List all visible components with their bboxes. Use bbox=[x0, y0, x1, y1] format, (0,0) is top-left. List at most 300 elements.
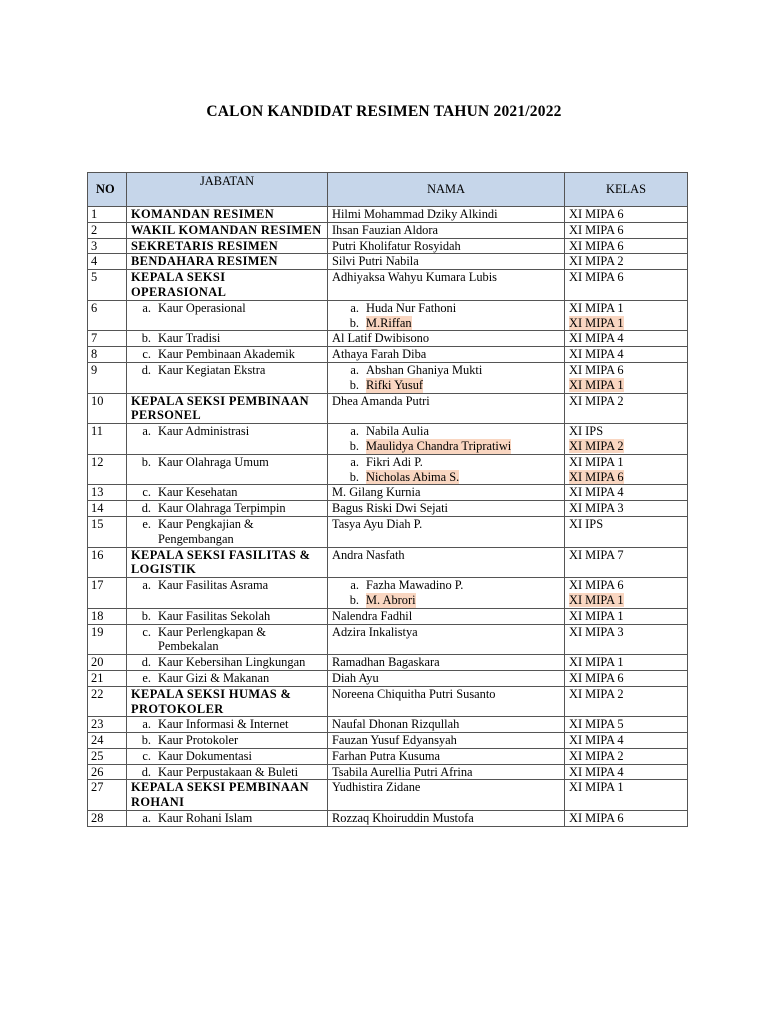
row-kelas bbox=[565, 655, 688, 671]
kelas-text: XI MIPA 3 bbox=[569, 624, 624, 639]
row-jabatan bbox=[127, 207, 328, 223]
kelas-text: XI MIPA 4 bbox=[569, 331, 624, 346]
table-row bbox=[88, 764, 688, 780]
kelas-text: XI MIPA 1 bbox=[569, 300, 624, 315]
jabatan-text: Kaur Olahraga Terpimpin bbox=[158, 501, 286, 516]
row-jabatan bbox=[127, 485, 328, 501]
jabatan-text: Kaur Perpustakaan & Buleti bbox=[158, 764, 299, 779]
table-row bbox=[88, 811, 688, 827]
jabatan-subitem bbox=[131, 717, 323, 732]
list-marker: b. bbox=[141, 331, 151, 346]
row-number: 6 bbox=[88, 300, 127, 331]
row-kelas bbox=[565, 624, 688, 655]
list-marker: c. bbox=[142, 748, 151, 763]
list-marker: b. bbox=[349, 592, 359, 607]
row-jabatan bbox=[127, 686, 328, 717]
name-entry bbox=[332, 378, 560, 393]
row-nama bbox=[328, 454, 565, 485]
kelas-text: XI MIPA 1 bbox=[569, 377, 624, 392]
name-entry bbox=[332, 347, 560, 362]
jabatan-subitem bbox=[131, 625, 323, 655]
row-kelas bbox=[565, 608, 688, 624]
row-kelas bbox=[565, 501, 688, 517]
row-kelas bbox=[565, 748, 688, 764]
row-kelas bbox=[565, 362, 688, 393]
list-marker: d. bbox=[141, 764, 151, 779]
name-text: Diah Ayu bbox=[332, 670, 379, 685]
jabatan-text: Kaur Tradisi bbox=[158, 331, 221, 346]
row-nama bbox=[328, 516, 565, 547]
row-nama bbox=[328, 764, 565, 780]
name-entry bbox=[332, 301, 560, 316]
table-row bbox=[88, 300, 688, 331]
name-entry bbox=[332, 223, 560, 238]
table-row bbox=[88, 331, 688, 347]
jabatan-text: Kaur Pembinaan Akademik bbox=[158, 347, 295, 362]
kelas-text: XI MIPA 1 bbox=[569, 454, 624, 469]
name-entry bbox=[332, 609, 560, 624]
table-row bbox=[88, 686, 688, 717]
list-marker: a. bbox=[350, 300, 359, 315]
name-entry bbox=[332, 501, 560, 516]
kelas-text: XI MIPA 2 bbox=[569, 254, 624, 269]
row-nama bbox=[328, 270, 565, 301]
name-text: Fikri Adi P. bbox=[366, 454, 423, 469]
row-jabatan bbox=[127, 578, 328, 609]
row-jabatan bbox=[127, 670, 328, 686]
name-entry bbox=[332, 455, 560, 470]
list-marker: a. bbox=[142, 811, 151, 826]
row-jabatan bbox=[127, 222, 328, 238]
row-nama bbox=[328, 347, 565, 363]
table-row bbox=[88, 270, 688, 301]
jabatan-text: Kaur Olahraga Umum bbox=[158, 454, 269, 469]
row-jabatan bbox=[127, 347, 328, 363]
list-marker: a. bbox=[142, 300, 151, 315]
name-text: Ramadhan Bagaskara bbox=[332, 655, 440, 670]
row-jabatan bbox=[127, 362, 328, 393]
name-entry bbox=[332, 439, 560, 454]
name-entry bbox=[332, 671, 560, 686]
row-nama bbox=[328, 780, 565, 811]
table-row bbox=[88, 393, 688, 424]
name-entry bbox=[332, 517, 560, 532]
name-text: Abshan Ghaniya Mukti bbox=[366, 362, 483, 377]
name-entry bbox=[332, 733, 560, 748]
row-jabatan bbox=[127, 764, 328, 780]
table-row bbox=[88, 547, 688, 578]
name-text: Maulidya Chandra Tripratiwi bbox=[366, 438, 512, 453]
list-marker: d. bbox=[141, 655, 151, 670]
table-row bbox=[88, 454, 688, 485]
kelas-text: XI MIPA 3 bbox=[569, 501, 624, 516]
row-kelas bbox=[565, 222, 688, 238]
row-number: 1 bbox=[88, 207, 127, 223]
kelas-text: XI MIPA 6 bbox=[569, 578, 624, 593]
name-entry bbox=[332, 424, 560, 439]
kelas-text: XI MIPA 6 bbox=[569, 270, 624, 285]
table-row bbox=[88, 424, 688, 455]
jabatan-text: Kaur Informasi & Internet bbox=[158, 717, 289, 732]
row-kelas bbox=[565, 454, 688, 485]
row-number: 16 bbox=[88, 547, 127, 578]
row-number: 10 bbox=[88, 393, 127, 424]
list-marker: a. bbox=[142, 717, 151, 732]
row-nama bbox=[328, 655, 565, 671]
kelas-text: XI MIPA 6 bbox=[569, 238, 624, 253]
row-number: 23 bbox=[88, 717, 127, 733]
row-kelas bbox=[565, 254, 688, 270]
name-text: Dhea Amanda Putri bbox=[332, 393, 430, 408]
jabatan-subitem bbox=[131, 501, 323, 516]
row-nama bbox=[328, 424, 565, 455]
row-kelas bbox=[565, 424, 688, 455]
kelas-text: XI MIPA 2 bbox=[569, 686, 624, 701]
table-row bbox=[88, 733, 688, 749]
name-text: Bagus Riski Dwi Sejati bbox=[332, 501, 448, 516]
name-text: Yudhistira Zidane bbox=[332, 780, 421, 795]
row-nama bbox=[328, 624, 565, 655]
row-kelas bbox=[565, 811, 688, 827]
header-jabatan: JABATAN bbox=[127, 173, 328, 207]
row-kelas bbox=[565, 670, 688, 686]
row-number: 18 bbox=[88, 608, 127, 624]
list-marker: c. bbox=[142, 485, 151, 500]
name-text: Silvi Putri Nabila bbox=[332, 254, 419, 269]
name-entry bbox=[332, 780, 560, 795]
row-nama bbox=[328, 207, 565, 223]
jabatan-text: WAKIL KOMANDAN RESIMEN bbox=[131, 222, 322, 237]
header-no: NO bbox=[88, 173, 127, 207]
name-text: Nabila Aulia bbox=[366, 424, 429, 439]
row-jabatan bbox=[127, 393, 328, 424]
row-number: 20 bbox=[88, 655, 127, 671]
name-text: Noreena Chiquitha Putri Susanto bbox=[332, 686, 496, 701]
row-jabatan bbox=[127, 811, 328, 827]
name-entry bbox=[332, 625, 560, 640]
name-text: Nicholas Abima S. bbox=[366, 469, 460, 484]
name-entry bbox=[332, 717, 560, 732]
jabatan-subitem bbox=[131, 455, 323, 470]
jabatan-subitem bbox=[131, 671, 323, 686]
jabatan-subitem bbox=[131, 655, 323, 670]
jabatan-subitem bbox=[131, 765, 323, 780]
name-text: Hilmi Mohammad Dziky Alkindi bbox=[332, 207, 498, 221]
name-entry bbox=[332, 593, 560, 608]
row-kelas bbox=[565, 238, 688, 254]
jabatan-text: SEKRETARIS RESIMEN bbox=[131, 238, 279, 253]
row-jabatan bbox=[127, 501, 328, 517]
jabatan-subitem bbox=[131, 363, 323, 378]
table-row bbox=[88, 501, 688, 517]
jabatan-text: Kaur Kegiatan Ekstra bbox=[158, 362, 266, 377]
kelas-text: XI MIPA 1 bbox=[569, 592, 624, 607]
kelas-text: XI MIPA 1 bbox=[569, 315, 624, 330]
row-number: 11 bbox=[88, 424, 127, 455]
row-kelas bbox=[565, 485, 688, 501]
list-marker: a. bbox=[142, 424, 151, 439]
list-marker: b. bbox=[141, 608, 151, 623]
jabatan-text: Kaur Pengkajian & Pengembangan bbox=[158, 516, 254, 546]
name-text: Adhiyaksa Wahyu Kumara Lubis bbox=[332, 270, 497, 285]
name-text: Nalendra Fadhil bbox=[332, 608, 413, 623]
jabatan-text: Kaur Kebersihan Lingkungan bbox=[158, 655, 306, 670]
name-text: Huda Nur Fathoni bbox=[366, 300, 457, 315]
list-marker: b. bbox=[349, 315, 359, 330]
row-number: 22 bbox=[88, 686, 127, 717]
jabatan-text: KOMANDAN RESIMEN bbox=[131, 207, 275, 221]
list-marker: b. bbox=[349, 377, 359, 392]
list-marker: a. bbox=[350, 578, 359, 593]
row-kelas bbox=[565, 347, 688, 363]
list-marker: e. bbox=[142, 516, 151, 531]
row-nama bbox=[328, 238, 565, 254]
name-entry bbox=[332, 655, 560, 670]
name-text: Farhan Putra Kusuma bbox=[332, 748, 441, 763]
name-entry bbox=[332, 270, 560, 285]
row-number: 2 bbox=[88, 222, 127, 238]
name-text: Athaya Farah Diba bbox=[332, 347, 427, 362]
row-kelas bbox=[565, 717, 688, 733]
kelas-text: XI MIPA 2 bbox=[569, 393, 624, 408]
row-jabatan bbox=[127, 780, 328, 811]
table-row bbox=[88, 362, 688, 393]
row-kelas bbox=[565, 780, 688, 811]
row-kelas bbox=[565, 300, 688, 331]
name-entry bbox=[332, 254, 560, 269]
row-nama bbox=[328, 300, 565, 331]
row-number: 4 bbox=[88, 254, 127, 270]
jabatan-text: BENDAHARA RESIMEN bbox=[131, 254, 278, 269]
table-row bbox=[88, 207, 688, 223]
row-jabatan bbox=[127, 608, 328, 624]
row-number: 26 bbox=[88, 764, 127, 780]
row-jabatan bbox=[127, 270, 328, 301]
kelas-text: XI MIPA 7 bbox=[569, 547, 624, 562]
name-text: Rozzaq Khoiruddin Mustofa bbox=[332, 811, 474, 826]
name-entry bbox=[332, 548, 560, 563]
row-number: 21 bbox=[88, 670, 127, 686]
row-number: 3 bbox=[88, 238, 127, 254]
row-number: 28 bbox=[88, 811, 127, 827]
row-nama bbox=[328, 222, 565, 238]
name-text: Andra Nasfath bbox=[332, 547, 405, 562]
row-nama bbox=[328, 578, 565, 609]
row-nama bbox=[328, 608, 565, 624]
table-row bbox=[88, 254, 688, 270]
row-kelas bbox=[565, 733, 688, 749]
row-number: 27 bbox=[88, 780, 127, 811]
table-row bbox=[88, 748, 688, 764]
kelas-text: XI MIPA 1 bbox=[569, 608, 624, 623]
row-number: 7 bbox=[88, 331, 127, 347]
table-row bbox=[88, 608, 688, 624]
name-text: Naufal Dhonan Rizqullah bbox=[332, 717, 460, 732]
row-kelas bbox=[565, 686, 688, 717]
jabatan-subitem bbox=[131, 578, 323, 593]
list-marker: a. bbox=[350, 454, 359, 469]
list-marker: a. bbox=[350, 424, 359, 439]
list-marker: e. bbox=[142, 670, 151, 685]
row-jabatan bbox=[127, 748, 328, 764]
kelas-text: XI MIPA 1 bbox=[569, 780, 624, 795]
row-kelas bbox=[565, 578, 688, 609]
list-marker: c. bbox=[142, 624, 151, 639]
row-nama bbox=[328, 670, 565, 686]
row-kelas bbox=[565, 764, 688, 780]
name-entry bbox=[332, 239, 560, 254]
row-jabatan bbox=[127, 516, 328, 547]
row-jabatan bbox=[127, 424, 328, 455]
row-number: 14 bbox=[88, 501, 127, 517]
table-row bbox=[88, 485, 688, 501]
kelas-text: XI MIPA 6 bbox=[569, 222, 624, 237]
jabatan-subitem bbox=[131, 424, 323, 439]
row-nama bbox=[328, 485, 565, 501]
name-entry bbox=[332, 470, 560, 485]
name-entry bbox=[332, 749, 560, 764]
row-nama bbox=[328, 362, 565, 393]
name-text: Fazha Mawadino P. bbox=[366, 578, 464, 593]
name-entry bbox=[332, 485, 560, 500]
row-number: 19 bbox=[88, 624, 127, 655]
header-kelas: KELAS bbox=[565, 173, 688, 207]
kelas-text: XI MIPA 5 bbox=[569, 717, 624, 732]
row-number: 8 bbox=[88, 347, 127, 363]
row-number: 24 bbox=[88, 733, 127, 749]
row-nama bbox=[328, 717, 565, 733]
name-entry bbox=[332, 394, 560, 409]
name-text: Tsabila Aurellia Putri Afrina bbox=[332, 764, 473, 779]
row-jabatan bbox=[127, 655, 328, 671]
name-text: Tasya Ayu Diah P. bbox=[332, 516, 423, 531]
candidate-table bbox=[87, 172, 688, 827]
jabatan-text: KEPALA SEKSI OPERASIONAL bbox=[131, 270, 227, 299]
row-jabatan bbox=[127, 624, 328, 655]
name-entry bbox=[332, 207, 560, 222]
table-row bbox=[88, 780, 688, 811]
kelas-text: XI MIPA 4 bbox=[569, 764, 624, 779]
table-row bbox=[88, 516, 688, 547]
jabatan-text: Kaur Protokoler bbox=[158, 733, 239, 748]
row-number: 13 bbox=[88, 485, 127, 501]
row-jabatan bbox=[127, 717, 328, 733]
jabatan-text: Kaur Administrasi bbox=[158, 424, 250, 439]
jabatan-text: Kaur Fasilitas Sekolah bbox=[158, 608, 271, 623]
name-text: M. Gilang Kurnia bbox=[332, 485, 421, 500]
jabatan-text: KEPALA SEKSI HUMAS & PROTOKOLER bbox=[131, 686, 292, 716]
kelas-text: XI MIPA 4 bbox=[569, 347, 624, 362]
row-kelas bbox=[565, 270, 688, 301]
name-text: Fauzan Yusuf Edyansyah bbox=[332, 733, 457, 748]
row-number: 5 bbox=[88, 270, 127, 301]
kelas-text: XI MIPA 6 bbox=[569, 811, 624, 826]
row-nama bbox=[328, 393, 565, 424]
name-entry bbox=[332, 687, 560, 702]
jabatan-text: KEPALA SEKSI PEMBINAAN PERSONEL bbox=[131, 393, 309, 423]
list-marker: d. bbox=[141, 362, 151, 377]
jabatan-subitem bbox=[131, 517, 323, 547]
document-title: CALON KANDIDAT RESIMEN TAHUN 2021/2022 bbox=[206, 103, 562, 120]
kelas-text: XI MIPA 6 bbox=[569, 362, 624, 377]
table-row bbox=[88, 238, 688, 254]
table-header-row bbox=[88, 173, 688, 207]
row-number: 9 bbox=[88, 362, 127, 393]
name-entry bbox=[332, 578, 560, 593]
row-nama bbox=[328, 686, 565, 717]
name-entry bbox=[332, 363, 560, 378]
jabatan-subitem bbox=[131, 485, 323, 500]
row-jabatan bbox=[127, 454, 328, 485]
name-text: M. Abrori bbox=[366, 592, 416, 607]
row-number: 15 bbox=[88, 516, 127, 547]
list-marker: c. bbox=[142, 347, 151, 362]
row-nama bbox=[328, 547, 565, 578]
jabatan-text: Kaur Gizi & Makanan bbox=[158, 670, 270, 685]
list-marker: d. bbox=[141, 501, 151, 516]
table-row bbox=[88, 578, 688, 609]
kelas-text: XI MIPA 6 bbox=[569, 670, 624, 685]
jabatan-text: Kaur Rohani Islam bbox=[158, 811, 253, 826]
table-row bbox=[88, 655, 688, 671]
list-marker: b. bbox=[349, 469, 359, 484]
row-number: 25 bbox=[88, 748, 127, 764]
jabatan-text: Kaur Fasilitas Asrama bbox=[158, 578, 269, 593]
name-text: M.Riffan bbox=[366, 315, 412, 330]
row-jabatan bbox=[127, 733, 328, 749]
list-marker: b. bbox=[141, 733, 151, 748]
jabatan-subitem bbox=[131, 609, 323, 624]
row-jabatan bbox=[127, 331, 328, 347]
header-nama: NAMA bbox=[328, 173, 565, 207]
row-jabatan bbox=[127, 547, 328, 578]
kelas-text: XI MIPA 1 bbox=[569, 655, 624, 670]
row-nama bbox=[328, 331, 565, 347]
row-nama bbox=[328, 733, 565, 749]
list-marker: b. bbox=[349, 438, 359, 453]
name-entry bbox=[332, 331, 560, 346]
row-kelas bbox=[565, 207, 688, 223]
name-text: Al Latif Dwibisono bbox=[332, 331, 430, 346]
jabatan-text: Kaur Perlengkapan & Pembekalan bbox=[158, 624, 267, 654]
kelas-text: XI MIPA 6 bbox=[569, 469, 624, 484]
row-nama bbox=[328, 811, 565, 827]
row-number: 17 bbox=[88, 578, 127, 609]
name-text: Putri Kholifatur Rosyidah bbox=[332, 238, 461, 253]
kelas-text: XI MIPA 4 bbox=[569, 485, 624, 500]
jabatan-text: Kaur Operasional bbox=[158, 300, 246, 315]
name-entry bbox=[332, 316, 560, 331]
jabatan-text: Kaur Dokumentasi bbox=[158, 748, 252, 763]
jabatan-subitem bbox=[131, 811, 323, 826]
kelas-text: XI IPS bbox=[569, 516, 604, 531]
jabatan-text: KEPALA SEKSI FASILITAS & LOGISTIK bbox=[131, 547, 311, 577]
jabatan-text: KEPALA SEKSI PEMBINAAN ROHANI bbox=[131, 780, 309, 810]
jabatan-subitem bbox=[131, 331, 323, 346]
jabatan-subitem bbox=[131, 749, 323, 764]
row-kelas bbox=[565, 393, 688, 424]
kelas-text: XI MIPA 2 bbox=[569, 748, 624, 763]
kelas-text: XI MIPA 4 bbox=[569, 733, 624, 748]
name-text: Rifki Yusuf bbox=[366, 377, 424, 392]
name-entry bbox=[332, 765, 560, 780]
name-text: Adzira Inkalistya bbox=[332, 624, 418, 639]
row-jabatan bbox=[127, 300, 328, 331]
kelas-text: XI IPS bbox=[569, 424, 604, 439]
jabatan-text: Kaur Kesehatan bbox=[158, 485, 238, 500]
jabatan-subitem bbox=[131, 301, 323, 316]
row-jabatan bbox=[127, 254, 328, 270]
